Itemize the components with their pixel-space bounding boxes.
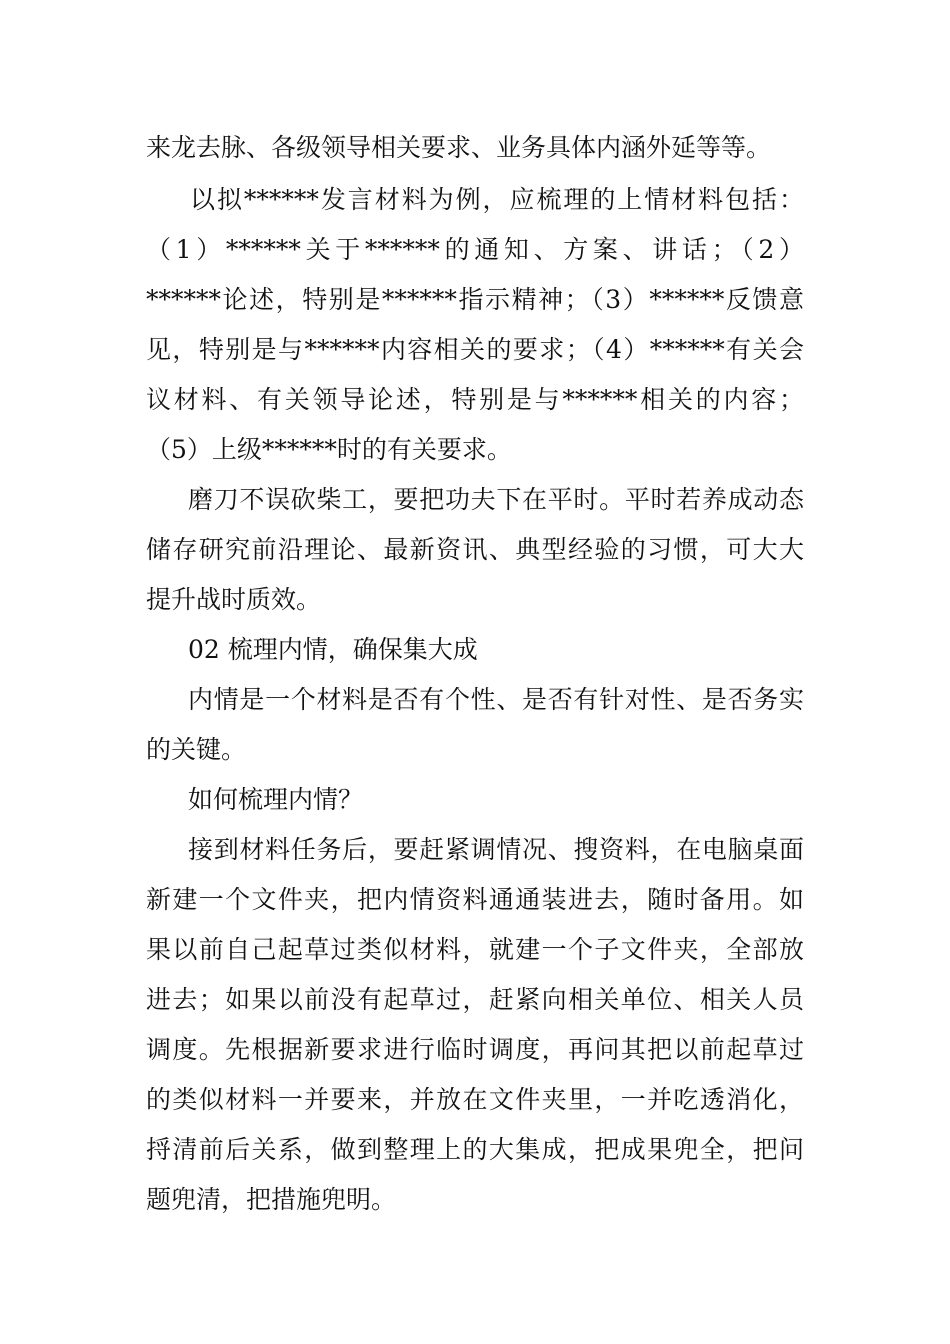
text-line: ******论述，特别是******指示精神；（3）******反馈意 [146, 285, 804, 314]
text-line: 的类似材料一并要来，并放在文件夹里，一并吃透消化， [146, 1085, 804, 1114]
text-line: 的关键。 [146, 735, 247, 764]
text-line: （5）上级******时的有关要求。 [146, 435, 512, 464]
text-line: （1）******关于******的通知、方案、讲话；（2） [146, 235, 804, 264]
section-heading: 02 梳理内情，确保集大成 [188, 635, 478, 664]
text-line: 如何梳理内情？ [188, 785, 364, 814]
text-line: 进去；如果以前没有起草过，赶紧向相关单位、相关人员 [146, 985, 804, 1014]
text-line: 接到材料任务后，要赶紧调情况、搜资料，在电脑桌面 [188, 835, 804, 864]
text-line: 储存研究前沿理论、最新资讯、典型经验的习惯，可大大 [146, 535, 804, 564]
text-line: 新建一个文件夹，把内情资料通通装进去，随时备用。如 [146, 885, 804, 914]
text-line: 调度。先根据新要求进行临时调度，再问其把以前起草过 [146, 1035, 804, 1064]
text-line: 内情是一个材料是否有个性、是否有针对性、是否务实 [188, 685, 804, 714]
text-line: 果以前自己起草过类似材料，就建一个子文件夹，全部放 [146, 935, 804, 964]
text-line: 磨刀不误砍柴工，要把功夫下在平时。平时若养成动态 [188, 485, 804, 514]
text-line: 题兜清，把措施兜明。 [146, 1185, 397, 1214]
text-line: 提升战时质效。 [146, 585, 322, 614]
text-line: 议材料、有关领导论述，特别是与******相关的内容； [146, 385, 804, 414]
text-line: 捋清前后关系，做到整理上的大集成，把成果兜全，把问 [146, 1135, 804, 1164]
text-line: 以拟******发言材料为例，应梳理的上情材料包括： [190, 185, 804, 214]
text-line: 来龙去脉、各级领导相关要求、业务具体内涵外延等等。 [146, 133, 772, 162]
text-line: 见，特别是与******内容相关的要求；（4）******有关会 [146, 335, 804, 364]
